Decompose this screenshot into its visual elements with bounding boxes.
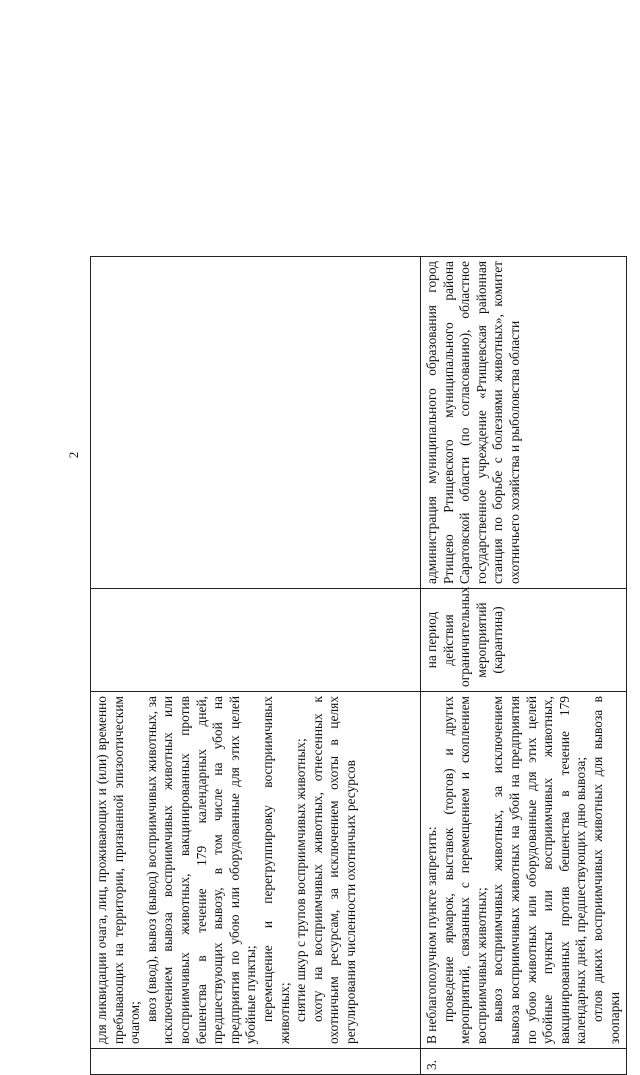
action-paragraph: ввоз (ввод), вывоз (вывод) восприимчивых животных, за исключением вывоза восприимчивых животных или восприимчивых животных, вакцинированных против бешенства в течение 179 календарных дней, предшествующих вывозу, в том числе на убой на предприятия по убою или оборудованные для этих целей убойные пункты; — [143, 696, 259, 1044]
action-intro: В неблагополучном пункте запретить: — [424, 826, 439, 1044]
responsible-cell — [91, 257, 421, 589]
responsible-text: администрация муниципального образования город Ртищево Ртищевского муниципального района Саратовской области (по согласованию), областное государственное учреждение «Ртищевская районная станция по борьбе с болезнями животных», комитет охотничьего хозяйства и рыболовства области — [424, 261, 522, 584]
measures-table-container — [90, 257, 622, 1075]
table-row — [421, 257, 627, 1075]
action-paragraph: охоту на восприимчивых животных, отнесенных к охотничьим ресурсам, за исключением охоты в целях регулирования численности охотничьих ресурсов — [309, 696, 358, 1044]
action-paragraph: снятие шкур с трупов восприимчивых животных; — [293, 738, 309, 1022]
action-paragraph: проведение ярмарок, выставок (торгов) и других мероприятий, связанных с перемещением и скоплением восприимчивых животных; — [440, 696, 489, 1044]
row-number-cell: 3. — [421, 1049, 627, 1075]
action-paragraph: вывоз восприимчивых животных, за исключением вывоза восприимчивых животных на убой на предприятия по убою животных или оборудованные для этих целей убойные пункты или восприимчивых животных, вакцинированных против бешенства в течение 179 календарных дней, предшествующих дню вывоза; — [490, 696, 589, 1044]
action-paragraph: перемещение и перегруппировку восприимчивых животных; — [259, 696, 292, 1044]
responsible-cell — [421, 257, 627, 589]
term-cell — [91, 589, 421, 692]
actions-cell — [91, 692, 421, 1049]
measures-table — [90, 256, 627, 1075]
actions-cell — [421, 692, 627, 1049]
page-number: 2 — [66, 451, 81, 459]
term-cell: на период действия ограничительных мероприятий (карантина) — [421, 589, 627, 692]
table-row — [91, 257, 421, 1075]
action-paragraph: для ликвидации очага, лиц, проживающих и (или) временно пребывающих на территории, признанной эпизоотическим очагом; — [94, 696, 143, 1044]
row-number-cell — [91, 1049, 421, 1075]
action-paragraph: отлов диких восприимчивых животных для вывоза в зоопарки — [589, 696, 622, 1044]
